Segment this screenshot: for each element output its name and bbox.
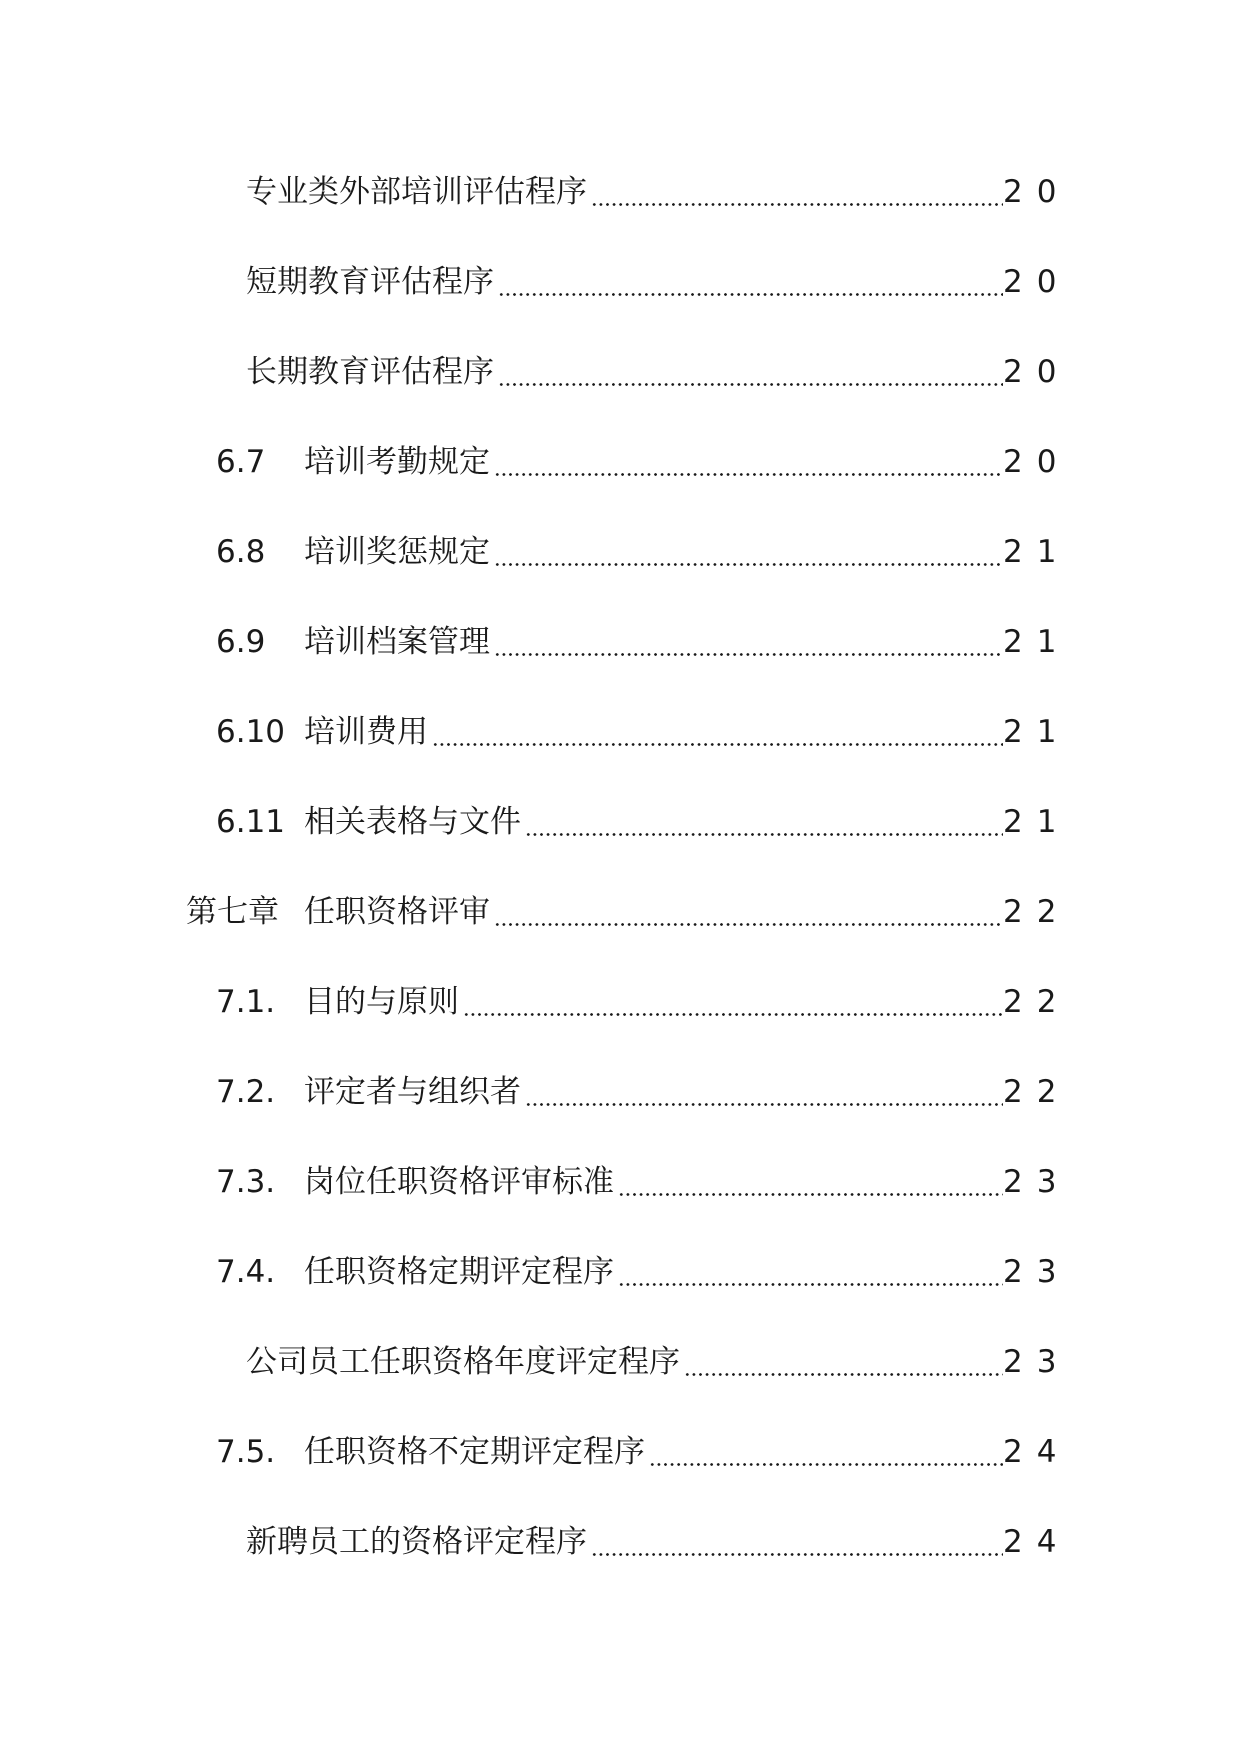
- dot-leader: [591, 1512, 1003, 1572]
- toc-entry-body: [304, 432, 1071, 492]
- toc-entry-body: [304, 1152, 1071, 1212]
- toc-entry[interactable]: [0, 342, 1241, 402]
- toc-entry-page: 23: [1003, 1344, 1071, 1380]
- toc-entry[interactable]: [0, 1422, 1241, 1482]
- dot-leader: [498, 252, 1003, 312]
- toc-entry[interactable]: [0, 702, 1241, 762]
- dot-leader: [525, 1062, 1003, 1122]
- toc-entry[interactable]: [0, 252, 1241, 312]
- toc-entry[interactable]: [0, 1512, 1241, 1572]
- toc-entry-title: 短期教育评估程序: [246, 264, 494, 300]
- toc-entry-body: [304, 522, 1071, 582]
- dot-leader: [432, 702, 1003, 762]
- toc-entry[interactable]: [0, 1062, 1241, 1122]
- toc-entry-page: 21: [1003, 624, 1071, 660]
- toc-entry-title: 培训考勤规定: [304, 444, 490, 480]
- toc-entry-number: 7.3.: [216, 1164, 276, 1200]
- toc-entry-title: 目的与原则: [304, 984, 459, 1020]
- toc-entry[interactable]: [0, 882, 1241, 942]
- toc-entry-number: 6.11: [216, 804, 286, 840]
- toc-entry-title: 岗位任职资格评审标准: [304, 1164, 614, 1200]
- toc-entry-body: [304, 972, 1071, 1032]
- toc-entry-body: [304, 882, 1071, 942]
- toc-entry-number: 7.4.: [216, 1254, 276, 1290]
- toc-entry-body: [304, 1242, 1071, 1302]
- dot-leader: [498, 342, 1003, 402]
- toc-entry-number: 6.10: [216, 714, 286, 750]
- dot-leader: [525, 792, 1003, 852]
- toc-entry-title: 公司员工任职资格年度评定程序: [246, 1344, 680, 1380]
- toc-entry-number: 6.8: [216, 534, 266, 570]
- toc-entry-body: [304, 702, 1071, 762]
- toc-entry[interactable]: [0, 972, 1241, 1032]
- toc-entry-page: 22: [1003, 984, 1071, 1020]
- dot-leader: [684, 1332, 1003, 1392]
- toc-entry-page: 23: [1003, 1254, 1071, 1290]
- toc-entry-title: 任职资格定期评定程序: [304, 1254, 614, 1290]
- toc-entry-body: [304, 612, 1071, 672]
- dot-leader: [494, 432, 1003, 492]
- toc-entry-page: 22: [1003, 894, 1071, 930]
- toc-entry-number: 6.9: [216, 624, 266, 660]
- toc-entry[interactable]: [0, 1152, 1241, 1212]
- toc-entry[interactable]: [0, 522, 1241, 582]
- toc-entry[interactable]: [0, 432, 1241, 492]
- toc-entry-page: 23: [1003, 1164, 1071, 1200]
- toc-entry-title: 任职资格评审: [304, 894, 490, 930]
- toc-entry-page: 22: [1003, 1074, 1071, 1110]
- dot-leader: [494, 522, 1003, 582]
- toc-entry-body: [304, 1062, 1071, 1122]
- dot-leader: [591, 162, 1003, 222]
- toc-entry-title: 培训奖惩规定: [304, 534, 490, 570]
- toc-entry-number: 7.2.: [216, 1074, 276, 1110]
- toc-entry-title: 培训档案管理: [304, 624, 490, 660]
- toc-entry-number: 7.5.: [216, 1434, 276, 1470]
- toc-entry-title: 专业类外部培训评估程序: [246, 174, 587, 210]
- toc-entry-page: 20: [1003, 264, 1071, 300]
- toc-entry-title: 评定者与组织者: [304, 1074, 521, 1110]
- toc-entry-page: 21: [1003, 804, 1071, 840]
- toc-chapter-label: 第七章: [186, 894, 279, 930]
- toc-entry-title: 培训费用: [304, 714, 428, 750]
- toc-entry-body: [246, 342, 1071, 402]
- toc-entry-number: 7.1.: [216, 984, 276, 1020]
- toc-entry-page: 20: [1003, 354, 1071, 390]
- toc-entry-body: [304, 1422, 1071, 1482]
- toc-entry[interactable]: [0, 792, 1241, 852]
- dot-leader: [463, 972, 1003, 1032]
- toc-entry-number: 6.7: [216, 444, 266, 480]
- dot-leader: [494, 612, 1003, 672]
- toc-entry-page: 24: [1003, 1524, 1071, 1560]
- toc-entry-title: 长期教育评估程序: [246, 354, 494, 390]
- toc-entry-body: [246, 252, 1071, 312]
- dot-leader: [618, 1152, 1003, 1212]
- toc-entry-body: [246, 1332, 1071, 1392]
- toc-entry-body: [246, 1512, 1071, 1572]
- dot-leader: [618, 1242, 1003, 1302]
- toc-entry-page: 21: [1003, 714, 1071, 750]
- toc-entry[interactable]: [0, 162, 1241, 222]
- toc-entry-title: 任职资格不定期评定程序: [304, 1434, 645, 1470]
- toc-entry-title: 相关表格与文件: [304, 804, 521, 840]
- toc-entry-page: 20: [1003, 444, 1071, 480]
- toc-entry-page: 24: [1003, 1434, 1071, 1470]
- toc-entry-body: [246, 162, 1071, 222]
- dot-leader: [494, 882, 1003, 942]
- toc-entry[interactable]: [0, 612, 1241, 672]
- toc-entry-title: 新聘员工的资格评定程序: [246, 1524, 587, 1560]
- toc-entry-page: 20: [1003, 174, 1071, 210]
- toc-entry-page: 21: [1003, 534, 1071, 570]
- toc-entry-body: [304, 792, 1071, 852]
- toc-entry[interactable]: [0, 1332, 1241, 1392]
- toc-entry[interactable]: [0, 1242, 1241, 1302]
- dot-leader: [649, 1422, 1003, 1482]
